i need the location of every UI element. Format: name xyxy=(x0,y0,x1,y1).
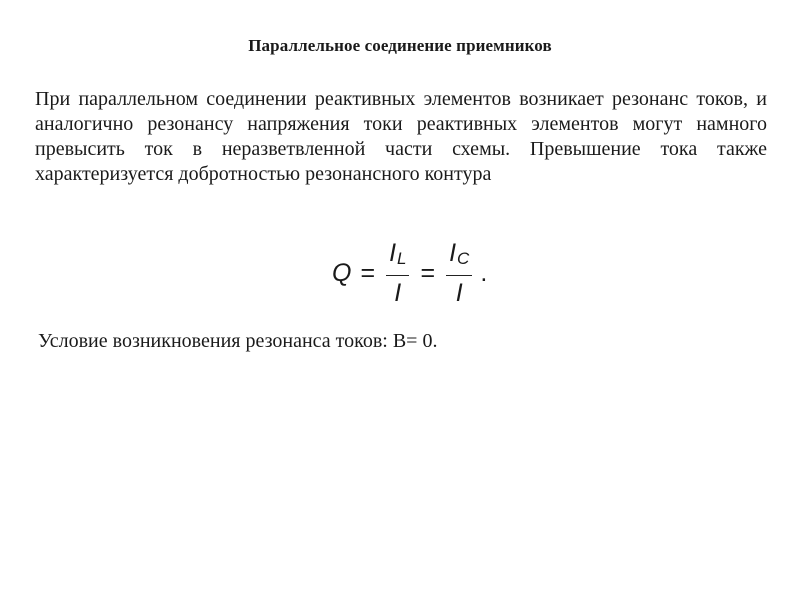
resonance-condition: Условие возникновения резонанса токов: B= 0. xyxy=(38,330,438,352)
fraction-ic-over-i xyxy=(444,239,474,307)
formula-period: . xyxy=(480,258,488,287)
fraction-denominator-i: I xyxy=(455,279,463,307)
q-factor-formula xyxy=(332,240,487,306)
fraction-numerator-il xyxy=(386,239,409,276)
numerator-i: I xyxy=(389,239,397,267)
fraction-denominator-i: I xyxy=(394,279,402,307)
formula-equals-2: = xyxy=(420,258,436,287)
subscript-l: L xyxy=(397,249,407,268)
formula-equals-1: = xyxy=(360,258,376,287)
numerator-i: I xyxy=(449,239,457,267)
slide-title: Параллельное соединение приемников xyxy=(248,36,552,55)
subscript-c: C xyxy=(457,249,470,268)
body-paragraph: При параллельном соединении реактивных элементов возникает резонанс токов, и аналогично резонансу напряжения токи реактивных элементов могут намного превысить ток в неразветвленной части схемы. Превышение тока также характеризуется добротностью резонансного контура xyxy=(35,88,767,185)
fraction-numerator-ic xyxy=(446,239,472,276)
formula-q-symbol: Q xyxy=(332,258,352,287)
fraction-il-over-i xyxy=(384,239,411,307)
